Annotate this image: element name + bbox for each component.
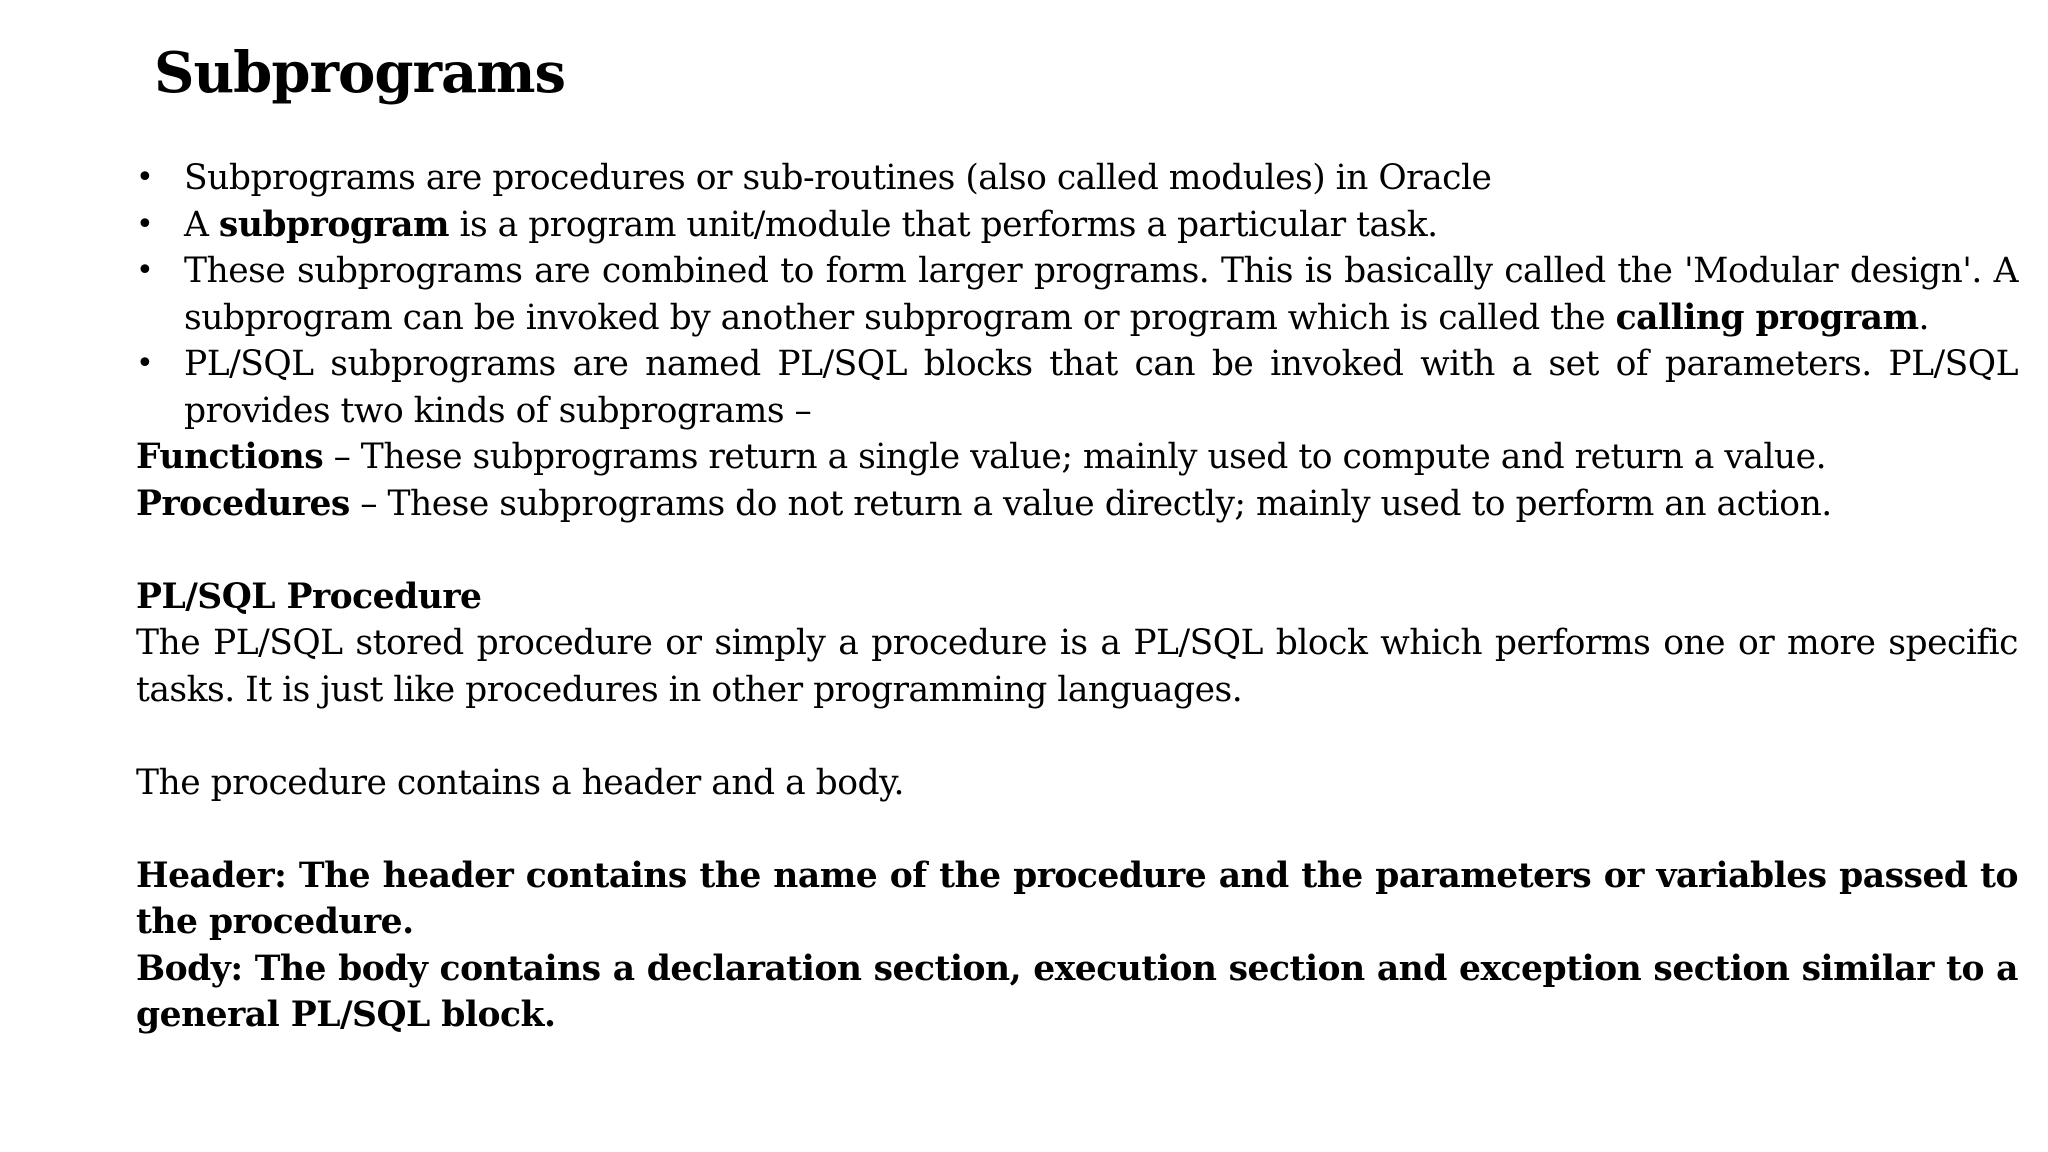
- section-heading: PL/SQL Procedure: [136, 576, 482, 617]
- bullet-marker: •: [136, 253, 154, 288]
- spacer: [136, 806, 2018, 853]
- procedures-description: – These subprograms do not return a value directly; mainly used to perform an action.: [349, 483, 1832, 524]
- bullet-marker: •: [136, 160, 154, 195]
- spacer: [136, 527, 2018, 574]
- functions-definition: [136, 434, 2018, 481]
- bullet-text: These subprograms are combined to form larger programs. This is basically called the 'Modular design'. A subprogram can be invoked by another subprogram or program which is called the: [184, 251, 2018, 338]
- bullet-item: [136, 155, 2018, 202]
- slide-content: [136, 155, 2018, 1039]
- bullet-item: [136, 202, 2018, 249]
- bullet-text: A: [184, 204, 219, 245]
- bullet-text: Subprograms are procedures or sub-routines (also called modules) in Oracle: [184, 158, 1492, 198]
- body-description: Body: The body contains a declaration section, execution section and exception section similar to a general PL/SQL block.: [136, 948, 2018, 1035]
- bullet-item: [136, 248, 2018, 341]
- bullet-emphasis: calling program: [1615, 297, 1919, 338]
- bullet-item: [136, 341, 2018, 434]
- procedure-definition: The PL/SQL stored procedure or simply a procedure is a PL/SQL block which performs one or more specific tasks. It is just like procedures in other programming languages.: [136, 623, 2018, 710]
- procedure-structure: The procedure contains a header and a body.: [136, 762, 904, 803]
- slide-title: Subprograms: [154, 40, 566, 106]
- bullet-list: [136, 155, 2018, 434]
- functions-term: Functions: [136, 437, 324, 477]
- bullet-text: is a program unit/module that performs a particular task.: [449, 204, 1438, 245]
- bullet-marker: •: [136, 206, 154, 242]
- procedures-term: Procedures: [136, 483, 350, 524]
- header-description: Header: The header contains the name of the procedure and the parameters or variables passed to the procedure.: [136, 855, 2018, 942]
- bullet-emphasis: subprogram: [218, 204, 449, 245]
- functions-description: – These subprograms return a single value; mainly used to compute and return a value.: [323, 437, 1827, 477]
- spacer: [136, 713, 2018, 760]
- bullet-text: PL/SQL subprograms are named PL/SQL blocks that can be invoked with a set of parameters. PL/SQL provides two kinds of subprograms –: [184, 344, 2018, 431]
- procedures-definition: [136, 481, 2018, 528]
- bullet-marker: •: [136, 346, 154, 381]
- bullet-text: .: [1918, 297, 1929, 338]
